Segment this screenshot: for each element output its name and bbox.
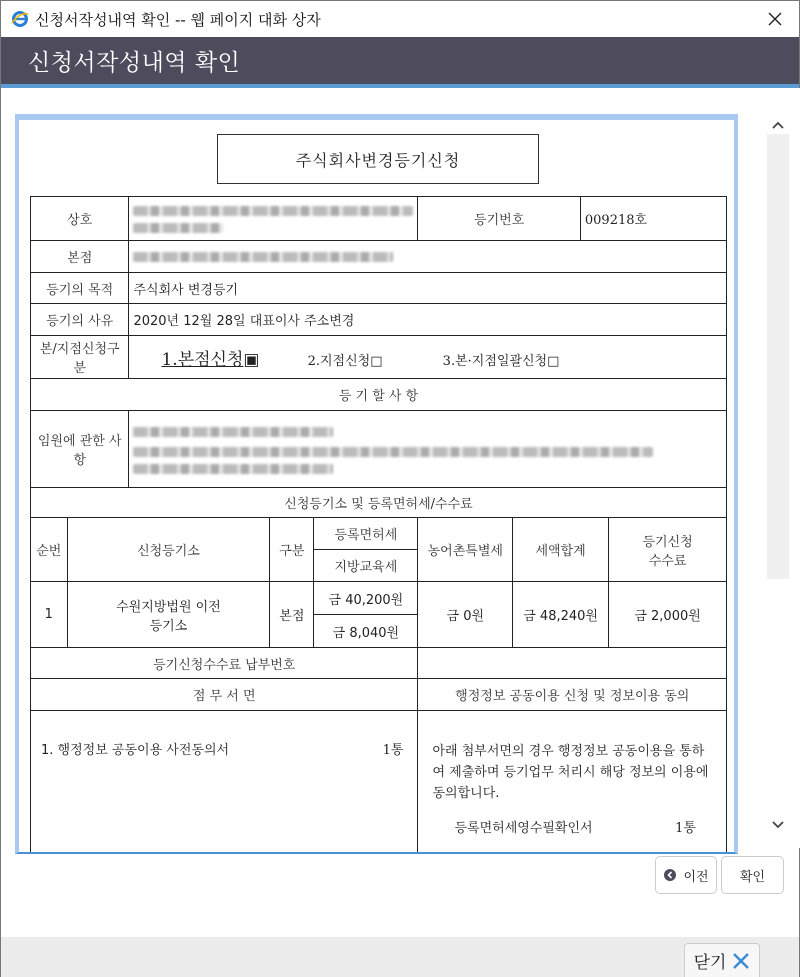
- confirm-button[interactable]: 확인: [721, 856, 784, 894]
- prev-button[interactable]: 이전: [655, 856, 717, 894]
- row-head-office: [31, 241, 727, 273]
- fee-table-row: [31, 582, 727, 615]
- ie-icon: [11, 10, 29, 28]
- option-both: 3.본·지점일괄신청□: [442, 353, 560, 369]
- cell-type: 본점: [270, 582, 314, 648]
- label-cause: 등기의 사유: [31, 304, 129, 336]
- row-attachments: [31, 711, 727, 855]
- header-reg-tax: 등록면허세: [314, 518, 418, 550]
- scroll-up-button[interactable]: [767, 116, 789, 134]
- consent-text: 아래 첨부서면의 경우 행정정보 공동이용을 통하여 제출하며 등기업무 처리시 해당 정보의 이용에 동의합니다.: [432, 744, 709, 801]
- chevron-down-icon: [771, 820, 785, 830]
- close-button[interactable]: 닫기: [684, 943, 760, 977]
- attachments-list: [31, 711, 418, 855]
- cell-rural-tax: 금 0원: [418, 582, 513, 648]
- option-branch: 2.지점신청□: [307, 353, 383, 369]
- row-branch-type: [31, 336, 727, 379]
- scroll-down-button[interactable]: [767, 816, 789, 834]
- attachment-item: 1. 행정정보 공동이용 사전동의서 1통: [41, 743, 404, 758]
- cell-edu-tax: 금 8,040원: [314, 615, 418, 648]
- content-area: [1, 88, 800, 848]
- header-fee: 등기신청 수수료: [609, 518, 727, 582]
- checkbox-checked-icon: ▣: [243, 349, 260, 370]
- value-trade-name: [129, 197, 418, 241]
- value-registration-number: 009218호: [580, 197, 726, 241]
- value-cause: 2020년 12월 28일 대표이사 주소변경: [129, 304, 727, 336]
- row-attachments-header: [31, 679, 727, 711]
- cell-reg-tax: 금 40,200원: [314, 582, 418, 615]
- branch-options: [129, 336, 727, 379]
- consent-cell: [418, 711, 727, 855]
- cell-office: 수원지방법원 이전 등기소: [67, 582, 270, 648]
- row-officers: [31, 411, 727, 488]
- row-purpose: [31, 273, 727, 304]
- label-head-office: 본점: [31, 241, 129, 273]
- value-head-office: [129, 241, 727, 273]
- value-officers: [129, 411, 727, 488]
- header-total: 세액합계: [513, 518, 609, 582]
- label-purpose: 등기의 목적: [31, 273, 129, 304]
- dialog-header: [1, 37, 799, 84]
- title-bar: [1, 1, 799, 37]
- items-header: 등 기 할 사 항: [31, 379, 727, 411]
- back-arrow-icon: [663, 868, 677, 882]
- header-type: 구분: [270, 518, 314, 582]
- header-rural-tax: 농어촌특별세: [418, 518, 513, 582]
- checkbox-empty-icon: □: [370, 353, 383, 369]
- label-branch-type: 본/지점신청구분: [31, 336, 129, 379]
- label-payment-number: 등기신청수수료 납부번호: [31, 648, 418, 679]
- application-form-table: [30, 196, 727, 854]
- header-office: 신청등기소: [67, 518, 270, 582]
- document-frame[interactable]: [15, 114, 738, 854]
- value-purpose: 주식회사 변경등기: [129, 273, 727, 304]
- cell-fee: 금 2,000원: [609, 582, 727, 648]
- label-registration-number: 등기번호: [418, 197, 580, 241]
- dialog-heading: 신청서작성내역 확인: [28, 50, 241, 76]
- close-icon: [767, 11, 783, 27]
- checkbox-empty-icon: □: [547, 353, 560, 369]
- attachments-header: 점 무 서 면: [31, 679, 418, 711]
- row-fees-header: [31, 488, 727, 518]
- window-title: 신청서작성내역 확인 -- 웹 페이지 대화 상자: [35, 10, 321, 29]
- label-officers: 임원에 관한 사항: [31, 411, 129, 488]
- option-head-office: 1.본점신청▣: [161, 349, 260, 370]
- cell-total: 금 48,240원: [513, 582, 609, 648]
- vertical-scrollbar[interactable]: [767, 116, 789, 826]
- row-trade-name: [31, 197, 727, 241]
- scrollbar-thumb[interactable]: [767, 134, 789, 579]
- header-edu-tax: 지방교육세: [314, 550, 418, 582]
- form-title: 주식회사변경등기신청: [217, 134, 539, 184]
- fee-table-header-row-1: [31, 518, 727, 550]
- close-x-icon: [732, 952, 750, 970]
- dialog-footer: [1, 937, 799, 977]
- label-trade-name: 상호: [31, 197, 129, 241]
- window-close-button[interactable]: [763, 7, 787, 31]
- chevron-up-icon: [771, 120, 785, 130]
- row-cause: [31, 304, 727, 336]
- cell-seq: 1: [31, 582, 68, 648]
- fees-header: 신청등기소 및 등록면허세/수수료: [31, 488, 727, 518]
- consent-item: 등록면허세영수필확인서 1통: [454, 821, 696, 836]
- row-items-header: [31, 379, 727, 411]
- header-seq: 순번: [31, 518, 68, 582]
- value-payment-number: [418, 648, 727, 679]
- consent-header: 행정정보 공동이용 신청 및 정보이용 동의: [418, 679, 727, 711]
- row-payment-number: [31, 648, 727, 679]
